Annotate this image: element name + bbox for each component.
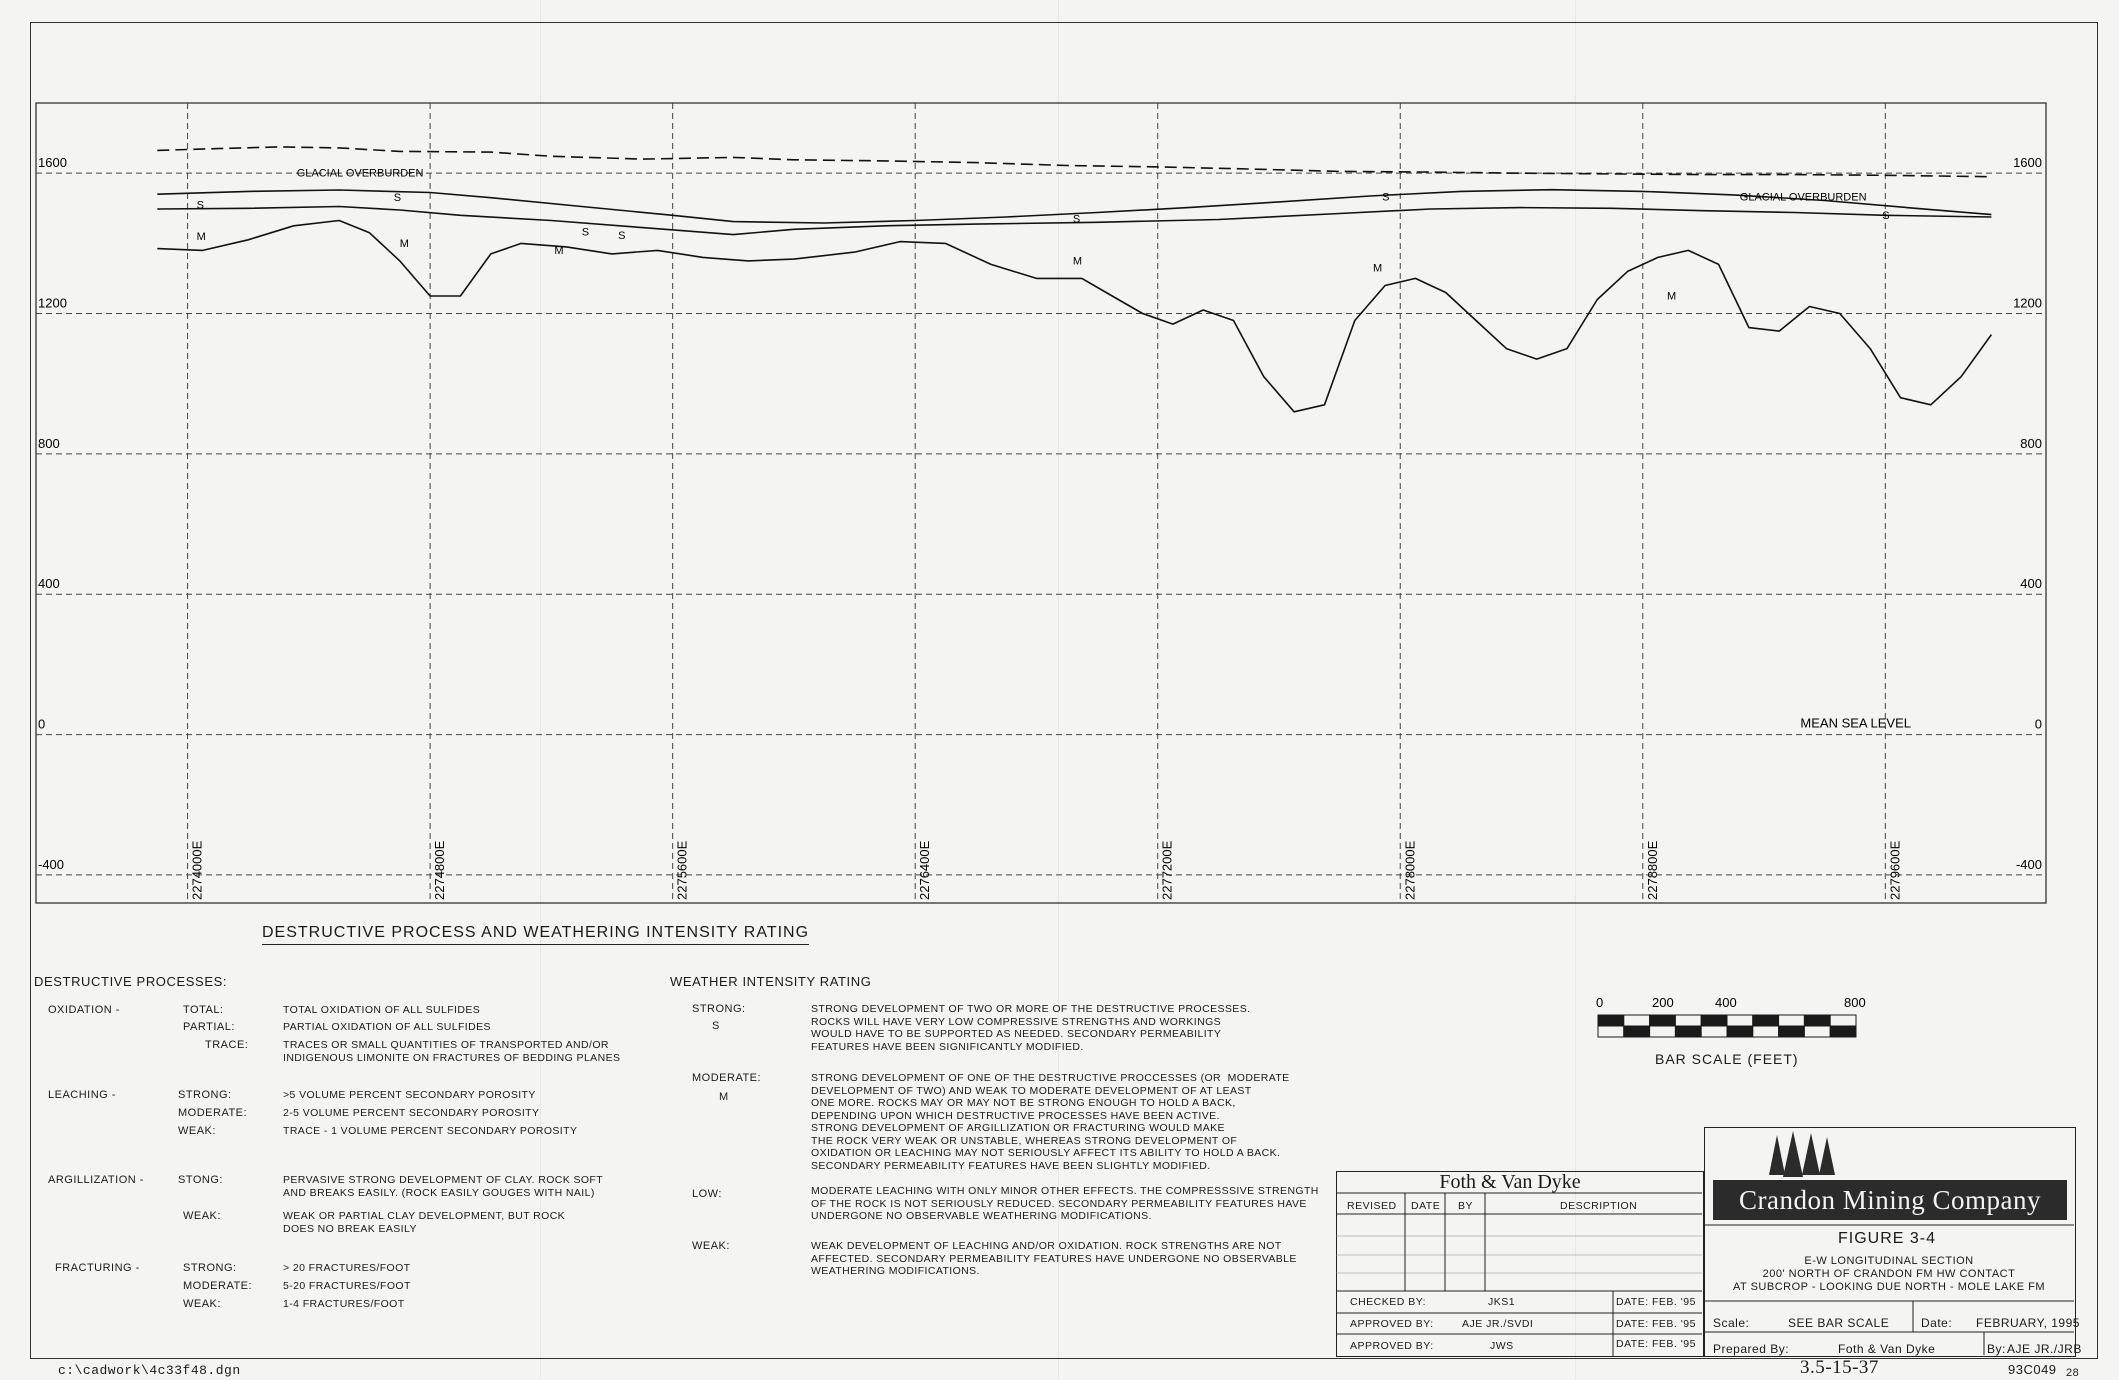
bar-scale-cell bbox=[1650, 1015, 1676, 1026]
leaching-weak-key: WEAK: bbox=[178, 1125, 216, 1137]
zone-m-marker: M bbox=[1072, 255, 1083, 268]
zone-s-marker: S bbox=[1382, 191, 1390, 204]
section-line-1 bbox=[157, 147, 1991, 177]
approved-date-value-2: FEB. '95 bbox=[1652, 1338, 1696, 1350]
y-tick-label-left: 400 bbox=[38, 576, 60, 592]
bar-scale-cell bbox=[1830, 1015, 1856, 1026]
zone-s-marker: S bbox=[196, 199, 205, 212]
bar-scale-caption: BAR SCALE (FEET) bbox=[1655, 1051, 1799, 1067]
x-tick-label: 2278800E bbox=[1644, 840, 1660, 900]
bar-scale-cell bbox=[1779, 1026, 1805, 1037]
bar-scale-cell bbox=[1701, 1026, 1727, 1037]
oxidation-partial-text: PARTIAL OXIDATION OF ALL SULFIDES bbox=[283, 1021, 491, 1033]
oxidation-label: OXIDATION - bbox=[48, 1004, 120, 1016]
zone-s-marker: S bbox=[618, 230, 626, 243]
weather-weak-key: WEAK: bbox=[692, 1240, 730, 1252]
leaching-strong-key: STRONG: bbox=[178, 1089, 232, 1101]
drawn-by-value: AJE JR./JRB bbox=[2007, 1342, 2082, 1356]
leaching-moderate-key: MODERATE: bbox=[178, 1107, 248, 1119]
bar-scale-cell bbox=[1598, 1015, 1624, 1026]
mean-sea-level-label: MEAN SEA LEVEL bbox=[1800, 715, 1911, 731]
oxidation-trace-key: TRACE: bbox=[205, 1039, 249, 1051]
argillization-strong-text: PERVASIVE STRONG DEVELOPMENT OF CLAY. ROCK SOFT AND BREAKS EASILY. (ROCK EASILY GOUGES WITH NAIL) bbox=[283, 1174, 604, 1199]
x-tick-label: 2274000E bbox=[189, 840, 205, 900]
bar-scale-cell bbox=[1598, 1026, 1624, 1037]
bar-scale-cell bbox=[1779, 1015, 1805, 1026]
handwritten-note: 3.5-15-37 bbox=[1800, 1357, 1879, 1378]
zone-s-marker: S bbox=[1882, 209, 1890, 222]
approved-by-value-2: JWS bbox=[1490, 1340, 1514, 1352]
oxidation-partial-key: PARTIAL: bbox=[183, 1021, 235, 1033]
approved-by-key-1: APPROVED BY: bbox=[1350, 1318, 1434, 1330]
bar-scale-cell bbox=[1701, 1015, 1727, 1026]
section-line-4 bbox=[157, 221, 1991, 412]
zone-m-marker: M bbox=[1667, 290, 1677, 303]
oxidation-trace-text: TRACES OR SMALL QUANTITIES OF TRANSPORTED AND/OR INDIGENOUS LIMONITE ON FRACTURES OF BEDDING PLANES bbox=[283, 1039, 621, 1064]
zone-m-marker: M bbox=[196, 230, 206, 243]
y-tick-label-right: 0 bbox=[2034, 716, 2042, 732]
prepared-by-value: Foth & Van Dyke bbox=[1838, 1342, 1936, 1356]
weather-strong-text: STRONG DEVELOPMENT OF TWO OR MORE OF THE DESTRUCTIVE PROCESSES. ROCKS WILL HAVE VERY LOW COMPRESSIVE STRENGTHS AND WORKINGS WOULD HAVE TO BE SUPPORTED AS NEEDED. SECONDARY PERMEABILITY FEATURES HAVE BEEN SIGNIFICANTLY MODIFIED. bbox=[811, 1003, 1251, 1053]
y-tick-label-right: 1600 bbox=[2013, 155, 2042, 171]
bar-scale-cell bbox=[1753, 1015, 1779, 1026]
fracturing-weak-key: WEAK: bbox=[183, 1298, 221, 1310]
bar-scale-cell bbox=[1753, 1026, 1779, 1037]
approved-by-key-2: APPROVED BY: bbox=[1350, 1340, 1434, 1352]
glacial-overburden-label-left: GLACIAL OVERBURDEN bbox=[296, 167, 424, 180]
approved-date-key-2: DATE: bbox=[1616, 1338, 1649, 1350]
zone-s-marker: S bbox=[581, 226, 590, 239]
leaching-weak-text: TRACE - 1 VOLUME PERCENT SECONDARY POROSITY bbox=[283, 1125, 578, 1137]
sheet-subnumber: 28 bbox=[2066, 1367, 2080, 1379]
argillization-weak-key: WEAK: bbox=[183, 1210, 221, 1222]
weather-moderate-key: MODERATE: bbox=[692, 1072, 762, 1084]
bar-scale-cell bbox=[1624, 1015, 1650, 1026]
bar-scale-label-200: 200 bbox=[1652, 995, 1674, 1010]
y-tick-label-left: 800 bbox=[38, 435, 60, 451]
col-by: BY bbox=[1458, 1200, 1474, 1212]
bar-scale-label-400: 400 bbox=[1715, 995, 1737, 1010]
x-tick-label: 2277200E bbox=[1159, 840, 1175, 900]
leaching-strong-text: >5 VOLUME PERCENT SECONDARY POROSITY bbox=[283, 1089, 536, 1101]
x-tick-label: 2278000E bbox=[1402, 840, 1418, 900]
y-tick-label-right: 800 bbox=[2020, 435, 2042, 451]
y-tick-label-left: -400 bbox=[38, 856, 65, 872]
approved-date-key-1: DATE: bbox=[1616, 1318, 1649, 1330]
leaching-moderate-text: 2-5 VOLUME PERCENT SECONDARY POROSITY bbox=[283, 1107, 540, 1119]
fracturing-strong-key: STRONG: bbox=[183, 1262, 237, 1274]
y-tick-label-left: 0 bbox=[38, 716, 46, 732]
checked-by-value: JKS1 bbox=[1488, 1296, 1516, 1308]
zone-s-marker: S bbox=[393, 192, 402, 205]
figure-number: FIGURE 3-4 bbox=[1838, 1230, 1937, 1247]
approved-by-value-1: AJE JR./SVDI bbox=[1462, 1318, 1534, 1330]
bar-scale-cell bbox=[1650, 1026, 1676, 1037]
leaching-label: LEACHING - bbox=[48, 1089, 116, 1101]
x-tick-label: 2276400E bbox=[917, 840, 933, 900]
oxidation-total-text: TOTAL OXIDATION OF ALL SULFIDES bbox=[283, 1004, 481, 1016]
bar-scale-cell bbox=[1624, 1026, 1650, 1037]
bar-scale-cell bbox=[1830, 1026, 1856, 1037]
scale-key: Scale: bbox=[1713, 1316, 1750, 1330]
y-tick-label-right: 400 bbox=[2020, 576, 2042, 592]
bar-scale-cell bbox=[1727, 1015, 1753, 1026]
scale-value: SEE BAR SCALE bbox=[1788, 1316, 1890, 1330]
col-date: DATE bbox=[1411, 1200, 1441, 1212]
checked-by-key: CHECKED BY: bbox=[1350, 1296, 1427, 1308]
weather-strong-key: STRONG: bbox=[692, 1003, 746, 1015]
approved-date-value-1: FEB. '95 bbox=[1652, 1318, 1696, 1330]
sheet-number: 93C049 bbox=[2008, 1362, 2057, 1377]
weather-weak-text: WEAK DEVELOPMENT OF LEACHING AND/OR OXIDATION. ROCK STRENGTHS ARE NOT AFFECTED. SECONDARY PERMEABILITY FEATURES HAVE UNDERGONE NO OBSERVABLE WEATHERING MODIFICATIONS. bbox=[811, 1240, 1297, 1277]
fracturing-moderate-text: 5-20 FRACTURES/FOOT bbox=[283, 1280, 411, 1292]
weather-low-key: LOW: bbox=[692, 1188, 722, 1200]
y-tick-label-right: -400 bbox=[2015, 856, 2042, 872]
col-description: DESCRIPTION bbox=[1560, 1200, 1638, 1212]
file-path: c:\cadwork\4c33f48.dgn bbox=[58, 1363, 241, 1378]
fracturing-strong-text: > 20 FRACTURES/FOOT bbox=[283, 1262, 411, 1274]
x-tick-label: 2275600E bbox=[674, 840, 690, 900]
bar-scale-label-0: 0 bbox=[1596, 995, 1604, 1010]
bar-scale-cell bbox=[1804, 1026, 1830, 1037]
fracturing-moderate-key: MODERATE: bbox=[183, 1280, 253, 1292]
figure-date-key: Date: bbox=[1921, 1316, 1953, 1330]
weather-intensity-header: WEATHER INTENSITY RATING bbox=[670, 974, 872, 989]
bar-scale-label-800: 800 bbox=[1844, 995, 1866, 1010]
argillization-strong-key: STONG: bbox=[178, 1174, 223, 1186]
y-tick-label-right: 1200 bbox=[2013, 295, 2042, 311]
col-revised: REVISED bbox=[1347, 1200, 1397, 1212]
drawn-by-key: By: bbox=[1987, 1342, 2006, 1356]
glacial-overburden-label-right: GLACIAL OVERBURDEN bbox=[1739, 191, 1867, 204]
fracturing-label: FRACTURING - bbox=[55, 1262, 140, 1274]
checked-date-key: DATE: bbox=[1616, 1296, 1649, 1308]
y-tick-label-left: 1200 bbox=[38, 295, 67, 311]
figure-date-value: FEBRUARY, 1995 bbox=[1976, 1316, 2080, 1330]
bar-scale-cell bbox=[1675, 1015, 1701, 1026]
prepared-by-key: Prepared By: bbox=[1713, 1342, 1790, 1356]
destructive-processes-header: DESTRUCTIVE PROCESSES: bbox=[34, 974, 228, 989]
argillization-label: ARGILLIZATION - bbox=[48, 1174, 144, 1186]
weather-low-text: MODERATE LEACHING WITH ONLY MINOR OTHER EFFECTS. THE COMPRESSSIVE STRENGTH OF THE ROCK IS NOT SERIOUSLY REDUCED. SECONDARY PERMEABILITY FEATURES HAVE UNDERGONE NO OBSERVABLE WEATHERING MODIFICATIONS. bbox=[811, 1185, 1319, 1222]
bar-scale-cell bbox=[1727, 1026, 1753, 1037]
weather-moderate-symbol: M bbox=[719, 1091, 729, 1103]
figure-subtitle-2: 200' NORTH OF CRANDON FM HW CONTACT bbox=[1762, 1268, 2016, 1280]
zone-m-marker: M bbox=[399, 237, 409, 250]
weather-moderate-text: STRONG DEVELOPMENT OF ONE OF THE DESTRUCTIVE PROCCESSES (OR MODERATE DEVELOPMENT OF TWO) AND WEAK TO MODERATE DEVELOPMENT OF AT LEAST ONE MORE. ROCKS MAY OR MAY NOT BE STRONG ENOUGH TO HOLD A BACK, DEPENDING UPON WHICH DESTRUCTIVE PROCESSES HAVE BEEN ACTIVE. STRONG DEVELOPMENT OF ARGILLIZATION OR FRACTURING WOULD MAKE THE ROCK VERY WEAK OR UNSTABLE, WHEREAS STRONG DEVELOPMENT OF OXIDATION OR LEACHING MAY NOT SERIOUSLY AFFECT ITS ABILITY TO HOLD A BACK. SECONDARY PERMEABILITY FEATURES HAVE BEEN SLIGHTLY MODIFIED. bbox=[811, 1072, 1290, 1172]
oxidation-total-key: TOTAL: bbox=[183, 1004, 224, 1016]
y-tick-label-left: 1600 bbox=[38, 155, 67, 171]
argillization-weak-text: WEAK OR PARTIAL CLAY DEVELOPMENT, BUT ROCK DOES NO BREAK EASILY bbox=[283, 1210, 566, 1235]
zone-s-marker: S bbox=[1072, 213, 1081, 226]
x-tick-label: 2274800E bbox=[432, 840, 448, 900]
x-tick-label: 2279600E bbox=[1887, 840, 1903, 900]
zone-m-marker: M bbox=[554, 244, 564, 257]
company-logo: Crandon Mining Company bbox=[1713, 1180, 2067, 1220]
weather-strong-symbol: S bbox=[712, 1020, 720, 1032]
bar-scale-cell bbox=[1804, 1015, 1830, 1026]
figure-subtitle-1: E-W LONGITUDINAL SECTION bbox=[1804, 1255, 1974, 1267]
legend-title: DESTRUCTIVE PROCESS AND WEATHERING INTENSITY RATING bbox=[262, 924, 809, 945]
firm-name: Foth & Van Dyke bbox=[1439, 1171, 1581, 1193]
fracturing-weak-text: 1-4 FRACTURES/FOOT bbox=[283, 1298, 405, 1310]
checked-date-value: FEB. '95 bbox=[1652, 1296, 1696, 1308]
zone-m-marker: M bbox=[1372, 262, 1383, 275]
bar-scale-cell bbox=[1675, 1026, 1701, 1037]
figure-subtitle-3: AT SUBCROP - LOOKING DUE NORTH - MOLE LAKE FM bbox=[1732, 1281, 2045, 1293]
